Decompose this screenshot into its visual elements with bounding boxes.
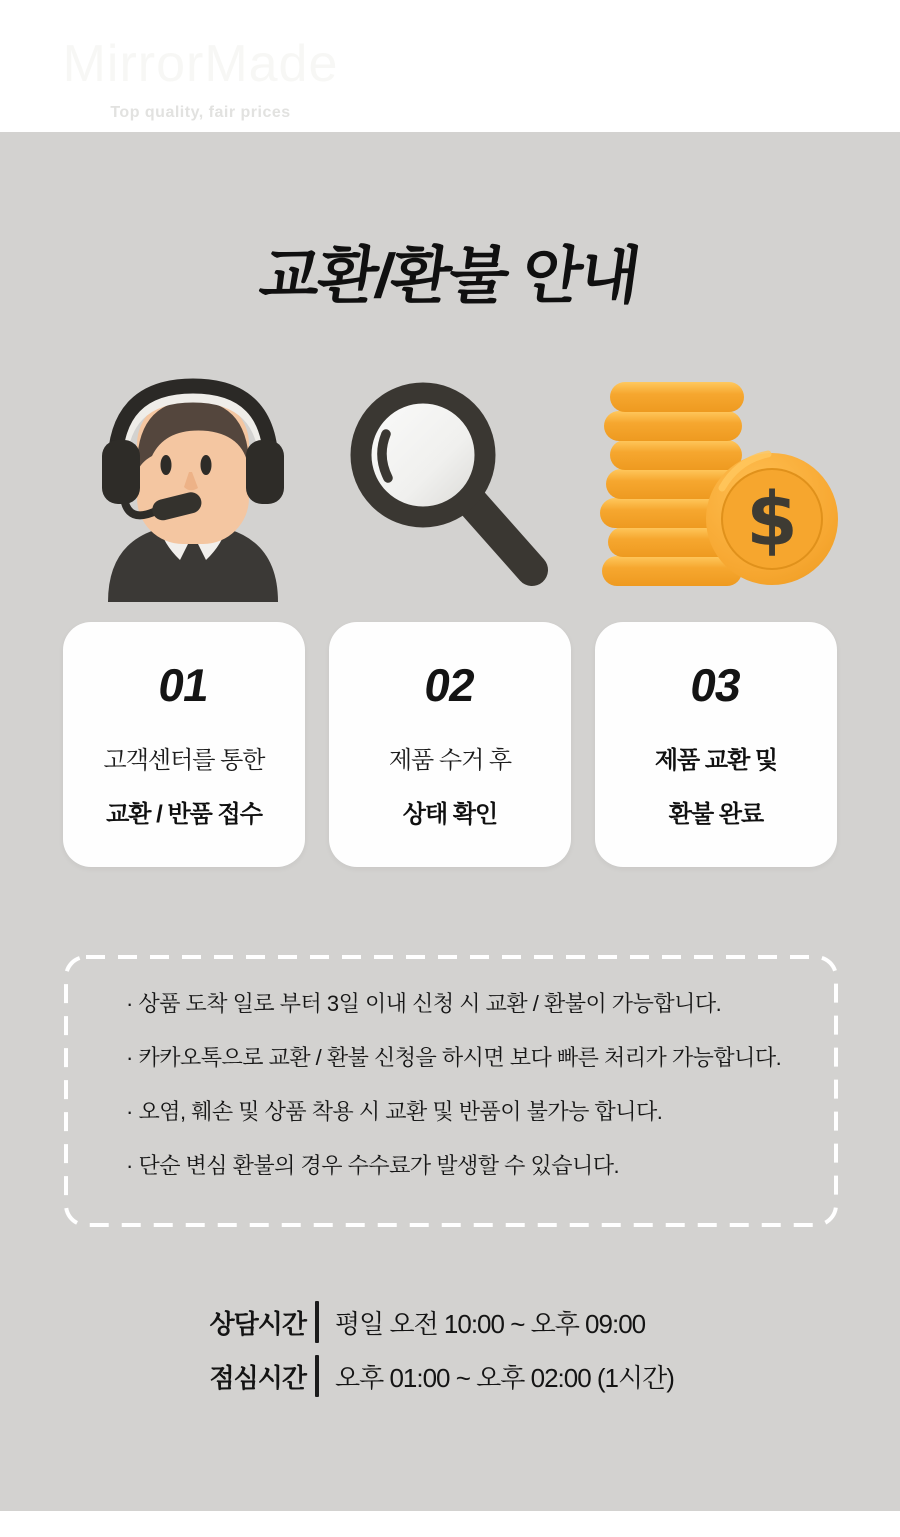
- magnifier-icon: [348, 374, 558, 589]
- step-line1: 제품 교환 및: [654, 747, 778, 774]
- hours-label: 점심시간: [209, 1362, 306, 1393]
- step-line2: 교환 / 반품 접수: [106, 801, 262, 828]
- step-number: 03: [687, 659, 745, 711]
- dollar-sign-glyph: $: [746, 477, 798, 563]
- step-number: 01: [155, 659, 213, 711]
- step-card-2: [329, 622, 571, 867]
- notice-box: [64, 955, 838, 1227]
- brand-tagline: Top quality, fair prices: [110, 104, 291, 121]
- brand-header: [58, 34, 343, 122]
- steps-row: [63, 622, 837, 867]
- hours-divider: [315, 1355, 319, 1397]
- hours-label: 상담시간: [209, 1308, 306, 1339]
- notice-item: · 상품 도착 일로 부터 3일 이내 신청 시 교환 / 환불이 가능합니다.: [126, 991, 722, 1016]
- step-card-1: [63, 622, 305, 867]
- step-card-3: [595, 622, 837, 867]
- hours-divider: [315, 1301, 319, 1343]
- support-agent-icon: [100, 374, 286, 604]
- hours-row-consult: [204, 1299, 900, 1345]
- step-line1: 제품 수거 후: [388, 747, 512, 774]
- notice-item: · 단순 변심 환불의 경우 수수료가 발생할 수 있습니다.: [126, 1153, 620, 1178]
- notice-item: · 카카오톡으로 교환 / 환불 신청을 하시면 보다 빠른 처리가 가능합니다.: [126, 1045, 782, 1070]
- page-title: 교환/환불 안내: [255, 242, 643, 311]
- brand-logo: MirrorMade: [62, 35, 339, 93]
- hours-value: 오후 01:00 ~ 오후 02:00 (1시간): [335, 1362, 674, 1393]
- step-line2: 상태 확인: [402, 801, 498, 828]
- step-line2: 환불 완료: [668, 801, 764, 828]
- hours-row-lunch: [204, 1353, 900, 1399]
- step-line1: 고객센터를 통한: [103, 747, 265, 774]
- coins-icon: [598, 380, 848, 592]
- service-hours: [0, 1299, 900, 1407]
- step-number: 02: [421, 659, 479, 711]
- notice-item: · 오염, 훼손 및 상품 착용 시 교환 및 반품이 불가능 합니다.: [126, 1099, 663, 1124]
- hours-value: 평일 오전 10:00 ~ 오후 09:00: [335, 1308, 646, 1339]
